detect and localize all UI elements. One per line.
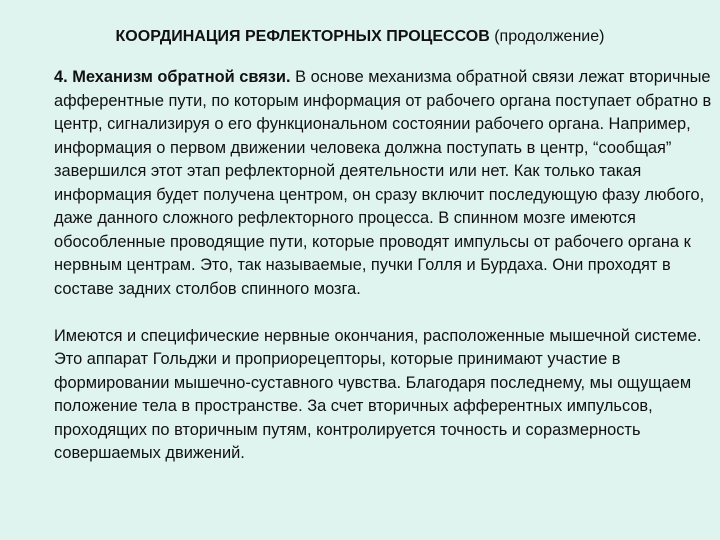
slide-title-suffix: (продолжение) [489,28,605,45]
paragraph-text: Имеются и специфические нервные окончания, расположенные мышечной системе. Это аппарат Гольджи и проприорецепторы, которые принимают участие в формировании мышечно-суставного чувства. Благодаря последнему, мы ощущаем положение тела в пространстве. За счет вторичных афферентных импульсов, проходящих по вторичным путям, контролируется точность и соразмерность совершаемых движений. [54,326,702,462]
slide-title-main: КООРДИНАЦИЯ РЕФЛЕКТОРНЫХ ПРОЦЕССОВ [115,28,490,45]
paragraph-text: В основе механизма обратной связи лежат вторичные афферентные пути, по которым информация от рабочего органа поступает обратно в центр, сигнализируя о его функциональном состоянии рабочего органа. Например, информация о первом движении человека должна поступать в центр, “сообщая” завершился этот этап рефлекторной деятельности или нет. Как только такая информация будет получена центром, он сразу включит последующую фазу любого, даже данного сложного рефлекторного процесса. В спинном мозге имеются обособленные проводящие пути, которые проводят импульсы от рабочего органа к нервным центрам. Это, так называемые, пучки Голля и Бурдаха. Они проходят в составе задних столбов спинного мозга. [54,68,712,298]
paragraph-feedback-mechanism [54,66,718,301]
slide-body [54,66,718,466]
paragraph-lead-heading: 4. Механизм обратной связи. [54,68,291,86]
paragraph-nerve-endings [54,325,718,466]
slide-title [0,26,720,48]
